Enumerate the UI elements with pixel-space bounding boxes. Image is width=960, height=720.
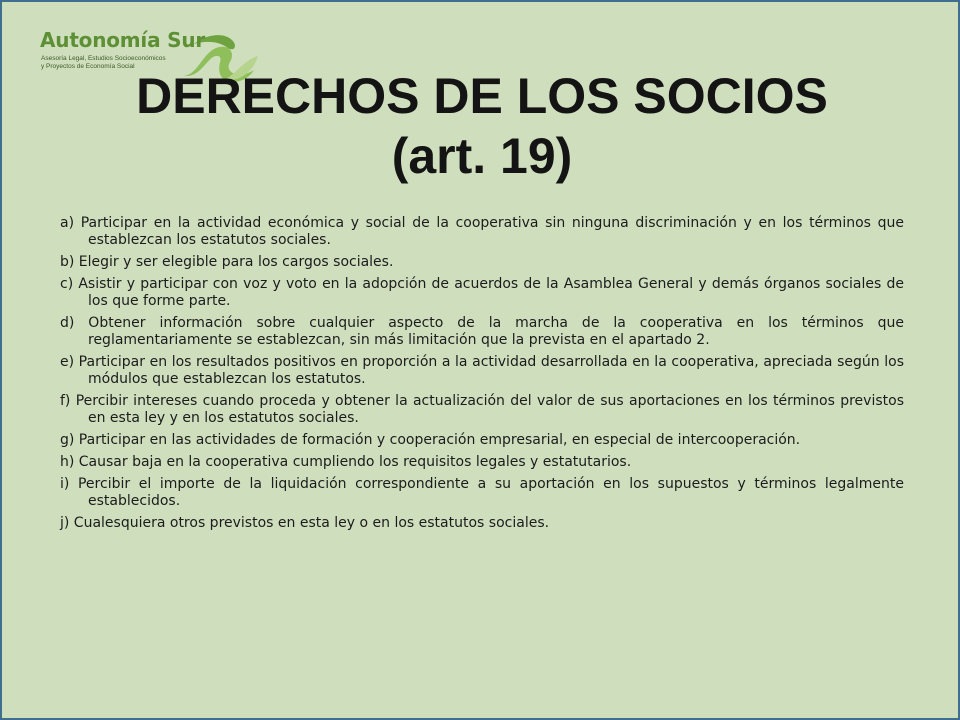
rights-item-h: h) Causar baja en la cooperativa cumpliendo los requisitos legales y estatutarios.	[60, 454, 632, 470]
rights-list	[60, 215, 904, 537]
rights-item-g: g) Participar en las actividades de formación y cooperación empresarial, en especial de intercooperación.	[60, 432, 801, 448]
rights-item-j: j) Cualesquiera otros previstos en esta ley o en los estatutos sociales.	[60, 515, 550, 531]
slide-title	[42, 66, 922, 186]
rights-item-d: d) Obtener información sobre cualquier aspecto de la marcha de la cooperativa en los términos que reglamentariamente se establezcan, sin más limitación que la prevista en el apartado 2.	[60, 315, 904, 348]
rights-item-b: b) Elegir y ser elegible para los cargos sociales.	[60, 254, 394, 270]
logo-tagline-line2: y Proyectos de Economía Social	[41, 62, 135, 70]
slide-title-line1: DERECHOS DE LOS SOCIOS	[136, 68, 828, 124]
logo-tagline-line1: Asesoría Legal, Estudios Socioeconómicos	[41, 55, 166, 62]
rights-item-e: e) Participar en los resultados positivos en proporción a la actividad desarrollada en la cooperativa, apreciada según los módulos que establezcan los estatutos.	[60, 354, 904, 387]
rights-item-a: a) Participar en la actividad económica y social de la cooperativa sin ninguna discriminación y en los términos que establezcan los estatutos sociales.	[60, 215, 904, 248]
rights-item-c: c) Asistir y participar con voz y voto en la adopción de acuerdos de la Asamblea General y demás órganos sociales de los que forme parte.	[60, 276, 904, 309]
rights-item-f: f) Percibir intereses cuando proceda y obtener la actualización del valor de sus aportaciones en los términos previstos en esta ley y en los estatutos sociales.	[60, 393, 904, 426]
logo-name: Autonomía Sur	[40, 28, 206, 52]
rights-item-i: i) Percibir el importe de la liquidación correspondiente a su aportación en los supuestos y términos legalmente establecidos.	[60, 476, 904, 509]
slide-title-line2: (art. 19)	[391, 128, 573, 184]
